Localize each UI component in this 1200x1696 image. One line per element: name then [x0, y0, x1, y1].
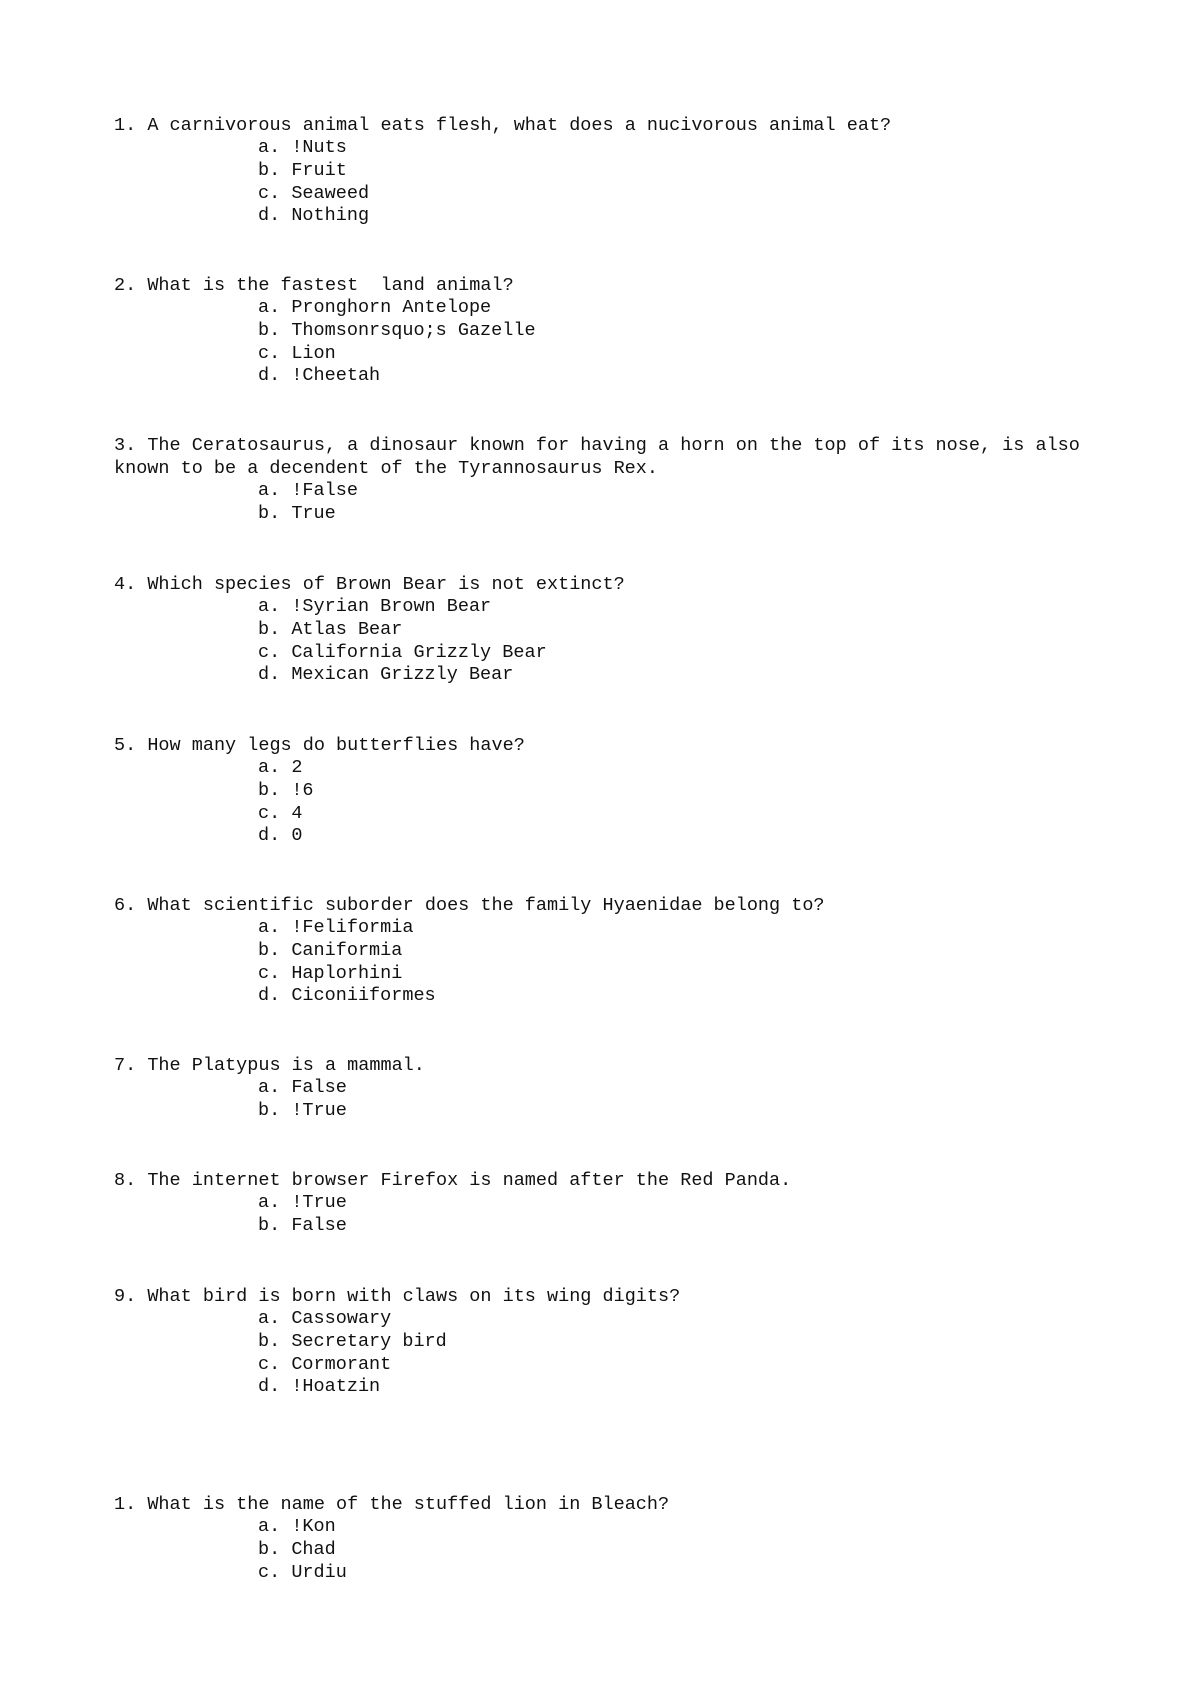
option-letter: d. — [258, 985, 281, 1007]
question-3 — [114, 434, 1114, 526]
question-number: 9. — [114, 1286, 137, 1307]
answer-option — [258, 780, 1114, 803]
answer-option — [258, 1562, 1114, 1585]
answer-options — [258, 596, 1114, 687]
question-number: 6. — [114, 895, 137, 916]
question-stem — [114, 1493, 1114, 1516]
question-stem — [114, 1285, 1114, 1308]
option-text: Pronghorn Antelope — [291, 297, 492, 318]
question-stem — [114, 1169, 1114, 1192]
answer-option — [258, 803, 1114, 826]
answer-options — [258, 137, 1114, 228]
question-stem — [114, 573, 1114, 596]
option-letter: a. — [258, 480, 281, 501]
option-letter: c. — [258, 1353, 281, 1375]
answer-options — [258, 1077, 1114, 1123]
option-text: Urdiu — [291, 1561, 347, 1583]
answer-option — [258, 1100, 1114, 1123]
question-text: The Ceratosaurus, a dinosaur known for having a horn on the top of its nose, is also known to be a decendent of the Tyrannosaurus Rex. — [114, 435, 1091, 479]
answer-option — [258, 642, 1114, 665]
option-text: Cassowary — [291, 1308, 392, 1329]
option-text: True — [291, 502, 336, 524]
question-number: 1. — [114, 115, 137, 136]
question-5 — [114, 734, 1114, 848]
option-text: Chad — [291, 1538, 336, 1560]
option-letter: a. — [258, 1192, 281, 1213]
question-text: A carnivorous animal eats flesh, what does a nucivorous animal eat? — [147, 115, 892, 136]
answer-option — [258, 985, 1114, 1008]
answer-option — [258, 297, 1114, 320]
answer-option — [258, 1516, 1114, 1539]
option-text: Caniformia — [291, 939, 403, 961]
answer-option — [258, 1215, 1114, 1238]
question-number: 5. — [114, 735, 137, 756]
answer-option — [258, 596, 1114, 619]
question-text: How many legs do butterflies have? — [147, 735, 525, 756]
answer-options — [258, 1516, 1114, 1584]
answer-options — [258, 1308, 1114, 1399]
question-text: The Platypus is a mammal. — [147, 1055, 425, 1076]
answer-option — [258, 183, 1114, 206]
option-letter: c. — [258, 962, 281, 984]
question-text: What bird is born with claws on its wing digits? — [147, 1286, 681, 1307]
question-stem — [114, 114, 1114, 137]
option-letter: b. — [258, 618, 281, 640]
answer-option — [258, 1539, 1114, 1562]
answer-option — [258, 1331, 1114, 1354]
option-text: Atlas Bear — [291, 618, 403, 640]
question-9 — [114, 1285, 1114, 1399]
answer-options — [258, 917, 1114, 1008]
question-1 — [114, 114, 1114, 228]
question-10 — [114, 1493, 1114, 1584]
option-text: !Feliformia — [291, 917, 414, 938]
option-letter: b. — [258, 779, 281, 801]
answer-option — [258, 137, 1114, 160]
option-letter: b. — [258, 319, 281, 341]
option-letter: c. — [258, 1561, 281, 1583]
option-letter: b. — [258, 1330, 281, 1352]
question-text: The internet browser Firefox is named after the Red Panda. — [147, 1170, 792, 1191]
answer-option — [258, 825, 1114, 848]
answer-option — [258, 1077, 1114, 1100]
option-text: Mexican Grizzly Bear — [291, 664, 514, 686]
option-text: !Cheetah — [291, 365, 381, 387]
question-text: What scientific suborder does the family Hyaenidae belong to? — [147, 895, 825, 916]
option-letter: b. — [258, 1214, 281, 1236]
option-text: California Grizzly Bear — [291, 641, 547, 663]
option-text: !Nuts — [291, 137, 347, 158]
answer-options — [258, 1192, 1114, 1238]
question-number: 7. — [114, 1055, 137, 1076]
option-text: Haplorhini — [291, 962, 403, 984]
option-letter: d. — [258, 1376, 281, 1398]
answer-option — [258, 1354, 1114, 1377]
option-text: Secretary bird — [291, 1330, 447, 1352]
question-number: 3. — [114, 435, 137, 456]
option-text: Ciconiiformes — [291, 985, 436, 1007]
option-text: False — [291, 1214, 347, 1236]
option-text: 4 — [291, 802, 303, 824]
question-text: What is the name of the stuffed lion in Bleach? — [147, 1494, 670, 1515]
answer-option — [258, 1308, 1114, 1331]
answer-option — [258, 1192, 1114, 1215]
option-text: !Kon — [291, 1516, 336, 1537]
option-letter: a. — [258, 757, 281, 778]
option-letter: b. — [258, 159, 281, 181]
answer-option — [258, 503, 1114, 526]
question-7 — [114, 1054, 1114, 1123]
option-text: 0 — [291, 825, 303, 847]
option-letter: c. — [258, 342, 281, 364]
question-stem — [114, 894, 1114, 917]
option-letter: d. — [258, 664, 281, 686]
option-text: 2 — [291, 757, 303, 778]
option-text: Fruit — [291, 159, 347, 181]
question-2 — [114, 274, 1114, 388]
answer-options — [258, 297, 1114, 388]
question-number: 1. — [114, 1494, 137, 1515]
option-text: Cormorant — [291, 1353, 392, 1375]
answer-option — [258, 160, 1114, 183]
option-text: Seaweed — [291, 182, 370, 204]
option-letter: a. — [258, 1308, 281, 1329]
option-letter: a. — [258, 297, 281, 318]
question-number: 4. — [114, 574, 137, 595]
answer-option — [258, 664, 1114, 687]
question-6 — [114, 894, 1114, 1008]
question-text: What is the fastest land animal? — [147, 275, 514, 296]
option-text: Lion — [291, 342, 336, 364]
option-letter: c. — [258, 802, 281, 824]
option-letter: a. — [258, 1516, 281, 1537]
question-stem — [114, 1054, 1114, 1077]
answer-option — [258, 963, 1114, 986]
option-text: !True — [291, 1099, 347, 1121]
option-letter: d. — [258, 825, 281, 847]
question-number: 8. — [114, 1170, 137, 1191]
option-letter: b. — [258, 1538, 281, 1560]
answer-option — [258, 940, 1114, 963]
option-letter: b. — [258, 939, 281, 961]
option-text: !Hoatzin — [291, 1376, 381, 1398]
question-text: Which species of Brown Bear is not extinct? — [147, 574, 625, 595]
question-number: 2. — [114, 275, 137, 296]
answer-option — [258, 480, 1114, 503]
option-letter: a. — [258, 1077, 281, 1098]
answer-option — [258, 365, 1114, 388]
answer-options — [258, 480, 1114, 526]
question-8 — [114, 1169, 1114, 1238]
answer-option — [258, 205, 1114, 228]
answer-option — [258, 917, 1114, 940]
answer-option — [258, 619, 1114, 642]
question-stem — [114, 734, 1114, 757]
option-letter: d. — [258, 205, 281, 227]
option-text: Thomsonrsquo;s Gazelle — [291, 319, 536, 341]
option-letter: c. — [258, 641, 281, 663]
option-letter: b. — [258, 1099, 281, 1121]
option-letter: a. — [258, 137, 281, 158]
option-text: !False — [291, 480, 358, 501]
option-letter: b. — [258, 502, 281, 524]
option-letter: a. — [258, 917, 281, 938]
option-text: !True — [291, 1192, 347, 1213]
option-text: Nothing — [291, 205, 370, 227]
answer-option — [258, 757, 1114, 780]
option-text: !Syrian Brown Bear — [291, 596, 492, 617]
question-4 — [114, 573, 1114, 687]
answer-option — [258, 320, 1114, 343]
question-stem — [114, 434, 1114, 480]
option-letter: a. — [258, 596, 281, 617]
option-text: False — [291, 1077, 347, 1098]
answer-options — [258, 757, 1114, 848]
question-stem — [114, 274, 1114, 297]
option-text: !6 — [291, 779, 314, 801]
option-letter: c. — [258, 182, 281, 204]
answer-option — [258, 1376, 1114, 1399]
option-letter: d. — [258, 365, 281, 387]
answer-option — [258, 343, 1114, 366]
